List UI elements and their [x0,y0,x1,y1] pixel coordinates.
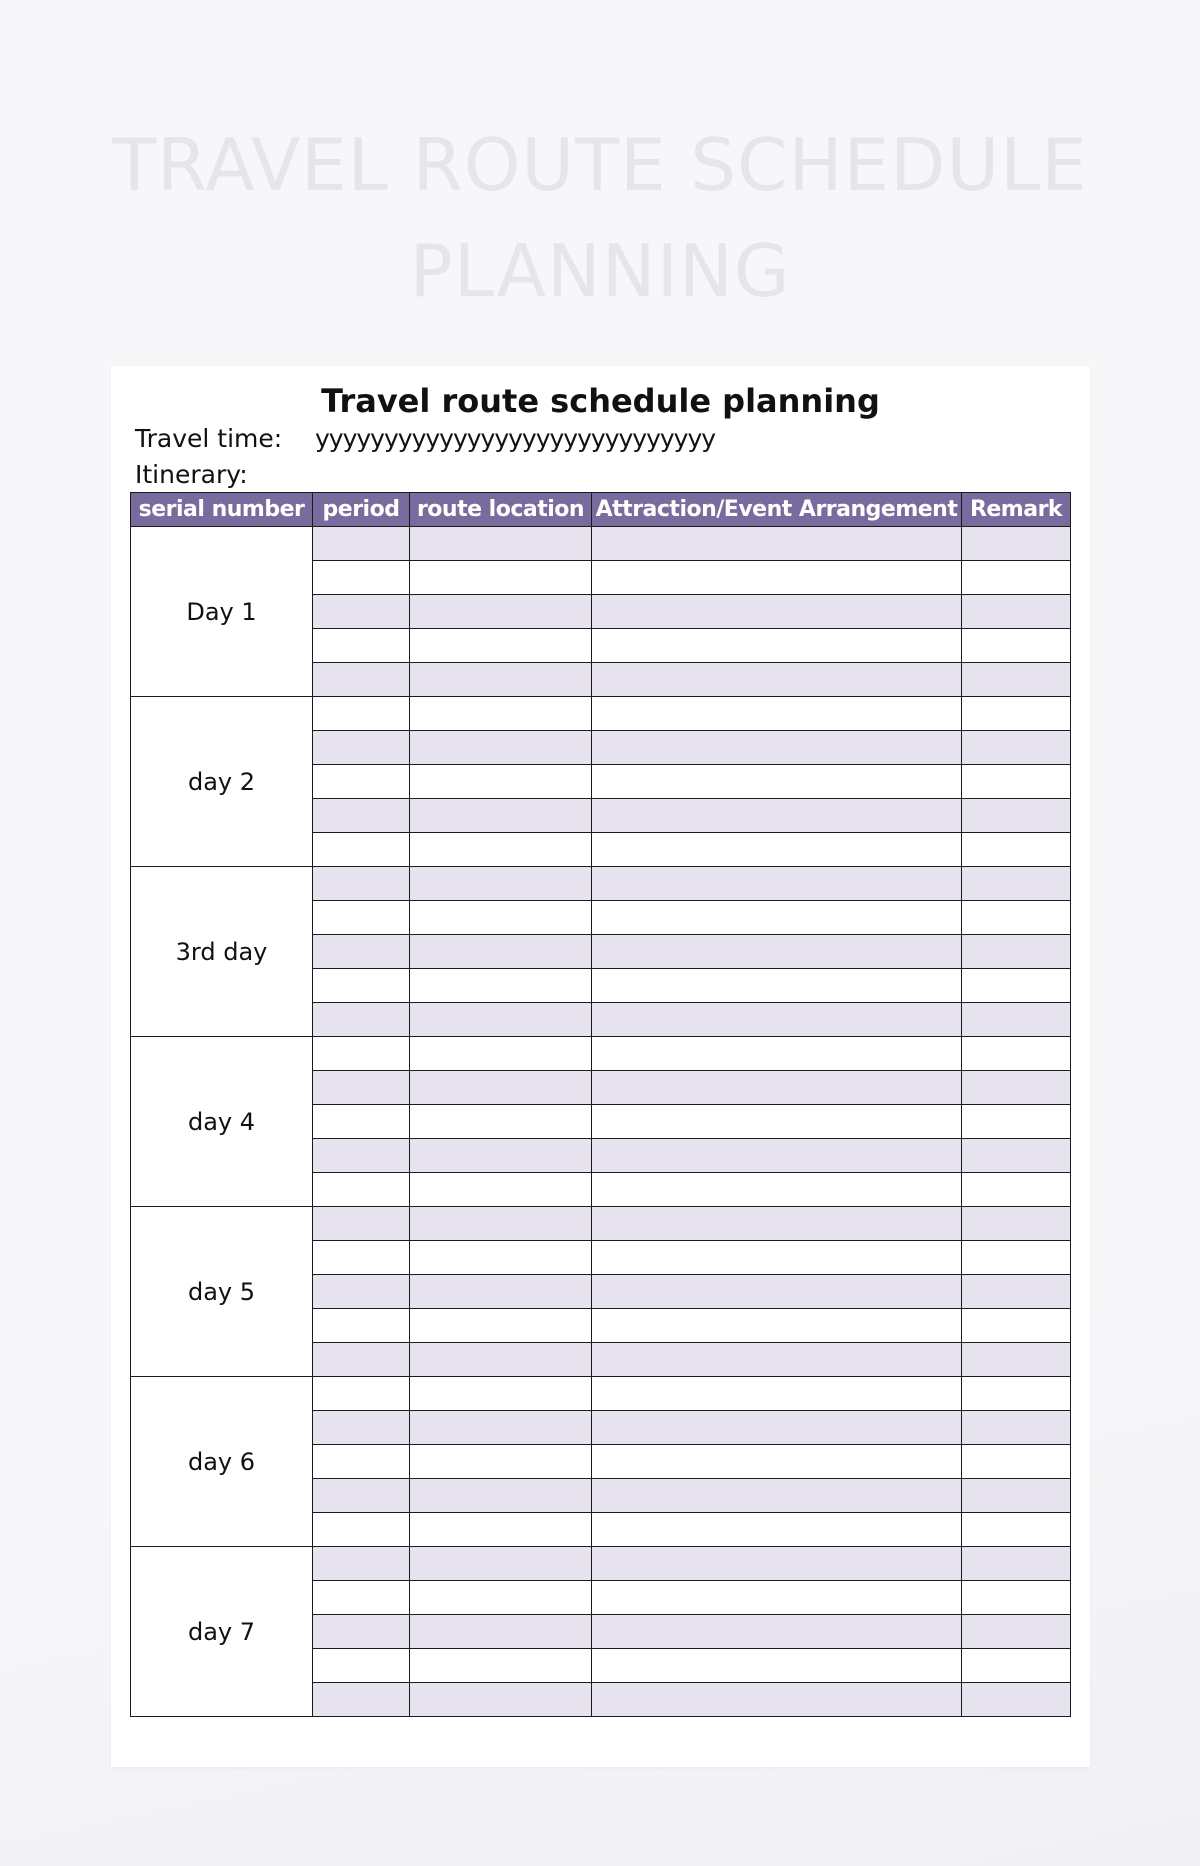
itinerary-label: Itinerary: [135,460,248,489]
attraction-arrangement-cell[interactable] [592,697,962,731]
table-row [131,1037,1071,1071]
attraction-arrangement-cell[interactable] [592,1037,962,1071]
route-location-cell[interactable] [410,1105,592,1139]
header-route-location: route location [410,493,592,527]
remark-cell[interactable] [962,1479,1071,1513]
route-location-cell[interactable] [410,595,592,629]
schedule-sheet [111,366,1090,1767]
remark-cell[interactable] [962,1037,1071,1071]
period-cell[interactable] [313,833,410,867]
attraction-arrangement-cell[interactable] [592,901,962,935]
remark-cell[interactable] [962,1207,1071,1241]
day-label-cell: day 6 [131,1377,313,1547]
period-cell[interactable] [313,1547,410,1581]
period-cell[interactable] [313,1445,410,1479]
route-location-cell[interactable] [410,1547,592,1581]
remark-cell[interactable] [962,1683,1071,1717]
remark-cell[interactable] [962,867,1071,901]
table-row [131,1207,1071,1241]
attraction-arrangement-cell[interactable] [592,731,962,765]
banner-line-1: TRAVEL ROUTE SCHEDULE [112,123,1088,207]
attraction-arrangement-cell[interactable] [592,765,962,799]
attraction-arrangement-cell[interactable] [592,1343,962,1377]
remark-cell[interactable] [962,697,1071,731]
attraction-arrangement-cell[interactable] [592,527,962,561]
attraction-arrangement-cell[interactable] [592,1003,962,1037]
attraction-arrangement-cell[interactable] [592,833,962,867]
header-remark: Remark [962,493,1071,527]
attraction-arrangement-cell[interactable] [592,1649,962,1683]
remark-cell[interactable] [962,629,1071,663]
remark-cell[interactable] [962,1071,1071,1105]
attraction-arrangement-cell[interactable] [592,1071,962,1105]
remark-cell[interactable] [962,1615,1071,1649]
remark-cell[interactable] [962,1139,1071,1173]
remark-cell[interactable] [962,1003,1071,1037]
period-cell[interactable] [313,1479,410,1513]
day-label-cell: Day 1 [131,527,313,697]
remark-cell[interactable] [962,935,1071,969]
route-location-cell[interactable] [410,527,592,561]
period-cell[interactable] [313,629,410,663]
period-cell[interactable] [313,901,410,935]
remark-cell[interactable] [962,663,1071,697]
attraction-arrangement-cell[interactable] [592,1105,962,1139]
remark-cell[interactable] [962,1411,1071,1445]
table-header-row [131,493,1071,527]
schedule-table [130,492,1071,1717]
day-label-cell: 3rd day [131,867,313,1037]
period-cell[interactable] [313,799,410,833]
period-cell[interactable] [313,935,410,969]
attraction-arrangement-cell[interactable] [592,1683,962,1717]
remark-cell[interactable] [962,1513,1071,1547]
day-label-cell: day 4 [131,1037,313,1207]
remark-cell[interactable] [962,1173,1071,1207]
route-location-cell[interactable] [410,1683,592,1717]
remark-cell[interactable] [962,833,1071,867]
attraction-arrangement-cell[interactable] [592,1547,962,1581]
attraction-arrangement-cell[interactable] [592,663,962,697]
route-location-cell[interactable] [410,663,592,697]
period-cell[interactable] [313,1615,410,1649]
remark-cell[interactable] [962,901,1071,935]
period-cell[interactable] [313,1241,410,1275]
period-cell[interactable] [313,527,410,561]
header-serial-number: serial number [131,493,313,527]
period-cell[interactable] [313,1071,410,1105]
route-location-cell[interactable] [410,1173,592,1207]
remark-cell[interactable] [962,1343,1071,1377]
route-location-cell[interactable] [410,799,592,833]
remark-cell[interactable] [962,1377,1071,1411]
route-location-cell[interactable] [410,1581,592,1615]
remark-cell[interactable] [962,1649,1071,1683]
schedule-body [131,527,1071,1717]
attraction-arrangement-cell[interactable] [592,1275,962,1309]
table-row [131,1547,1071,1581]
attraction-arrangement-cell[interactable] [592,1173,962,1207]
period-cell[interactable] [313,1105,410,1139]
remark-cell[interactable] [962,1309,1071,1343]
banner-line-2: PLANNING [409,229,791,313]
route-location-cell[interactable] [410,1037,592,1071]
table-row [131,697,1071,731]
remark-cell[interactable] [962,595,1071,629]
travel-time-value[interactable]: yyyyyyyyyyyyyyyyyyyyyyyyyyyyy [315,424,716,453]
route-location-cell[interactable] [410,1275,592,1309]
period-cell[interactable] [313,1581,410,1615]
route-location-cell[interactable] [410,731,592,765]
route-location-cell[interactable] [410,1615,592,1649]
attraction-arrangement-cell[interactable] [592,561,962,595]
route-location-cell[interactable] [410,1309,592,1343]
day-label-cell: day 5 [131,1207,313,1377]
route-location-cell[interactable] [410,1411,592,1445]
route-location-cell[interactable] [410,1649,592,1683]
table-row [131,1377,1071,1411]
route-location-cell[interactable] [410,629,592,663]
remark-cell[interactable] [962,799,1071,833]
route-location-cell[interactable] [410,1071,592,1105]
route-location-cell[interactable] [410,1343,592,1377]
header-period: period [313,493,410,527]
attraction-arrangement-cell[interactable] [592,1479,962,1513]
route-location-cell[interactable] [410,1479,592,1513]
period-cell[interactable] [313,697,410,731]
remark-cell[interactable] [962,731,1071,765]
attraction-arrangement-cell[interactable] [592,1241,962,1275]
period-cell[interactable] [313,561,410,595]
period-cell[interactable] [313,1513,410,1547]
period-cell[interactable] [313,595,410,629]
period-cell[interactable] [313,1649,410,1683]
remark-cell[interactable] [962,765,1071,799]
route-location-cell[interactable] [410,1241,592,1275]
table-row [131,867,1071,901]
period-cell[interactable] [313,1037,410,1071]
period-cell[interactable] [313,1003,410,1037]
route-location-cell[interactable] [410,1207,592,1241]
document-title: Travel route schedule planning [321,382,880,420]
attraction-arrangement-cell[interactable] [592,935,962,969]
remark-cell[interactable] [962,969,1071,1003]
period-cell[interactable] [313,1411,410,1445]
route-location-cell[interactable] [410,1377,592,1411]
remark-cell[interactable] [962,1241,1071,1275]
period-cell[interactable] [313,1309,410,1343]
remark-cell[interactable] [962,1445,1071,1479]
day-label-cell: day 7 [131,1547,313,1717]
banner-title [0,112,1200,324]
attraction-arrangement-cell[interactable] [592,1139,962,1173]
remark-cell[interactable] [962,1105,1071,1139]
attraction-arrangement-cell[interactable] [592,867,962,901]
attraction-arrangement-cell[interactable] [592,1615,962,1649]
attraction-arrangement-cell[interactable] [592,1377,962,1411]
travel-time-label: Travel time: [135,424,283,453]
remark-cell[interactable] [962,1275,1071,1309]
route-location-cell[interactable] [410,697,592,731]
route-location-cell[interactable] [410,867,592,901]
period-cell[interactable] [313,1343,410,1377]
route-location-cell[interactable] [410,969,592,1003]
route-location-cell[interactable] [410,561,592,595]
attraction-arrangement-cell[interactable] [592,629,962,663]
day-label-cell: day 2 [131,697,313,867]
route-location-cell[interactable] [410,833,592,867]
attraction-arrangement-cell[interactable] [592,1513,962,1547]
attraction-arrangement-cell[interactable] [592,799,962,833]
remark-cell[interactable] [962,1547,1071,1581]
remark-cell[interactable] [962,1581,1071,1615]
period-cell[interactable] [313,1173,410,1207]
period-cell[interactable] [313,1275,410,1309]
remark-cell[interactable] [962,561,1071,595]
period-cell[interactable] [313,731,410,765]
period-cell[interactable] [313,1683,410,1717]
period-cell[interactable] [313,663,410,697]
remark-cell[interactable] [962,527,1071,561]
attraction-arrangement-cell[interactable] [592,595,962,629]
period-cell[interactable] [313,1207,410,1241]
attraction-arrangement-cell[interactable] [592,1445,962,1479]
route-location-cell[interactable] [410,935,592,969]
route-location-cell[interactable] [410,1513,592,1547]
period-cell[interactable] [313,765,410,799]
route-location-cell[interactable] [410,1445,592,1479]
period-cell[interactable] [313,1377,410,1411]
attraction-arrangement-cell[interactable] [592,1411,962,1445]
period-cell[interactable] [313,969,410,1003]
route-location-cell[interactable] [410,765,592,799]
attraction-arrangement-cell[interactable] [592,1309,962,1343]
attraction-arrangement-cell[interactable] [592,1207,962,1241]
table-row [131,527,1071,561]
attraction-arrangement-cell[interactable] [592,969,962,1003]
period-cell[interactable] [313,867,410,901]
header-attraction-arrangement: Attraction/Event Arrangement [592,493,962,527]
route-location-cell[interactable] [410,1139,592,1173]
period-cell[interactable] [313,1139,410,1173]
attraction-arrangement-cell[interactable] [592,1581,962,1615]
route-location-cell[interactable] [410,901,592,935]
route-location-cell[interactable] [410,1003,592,1037]
